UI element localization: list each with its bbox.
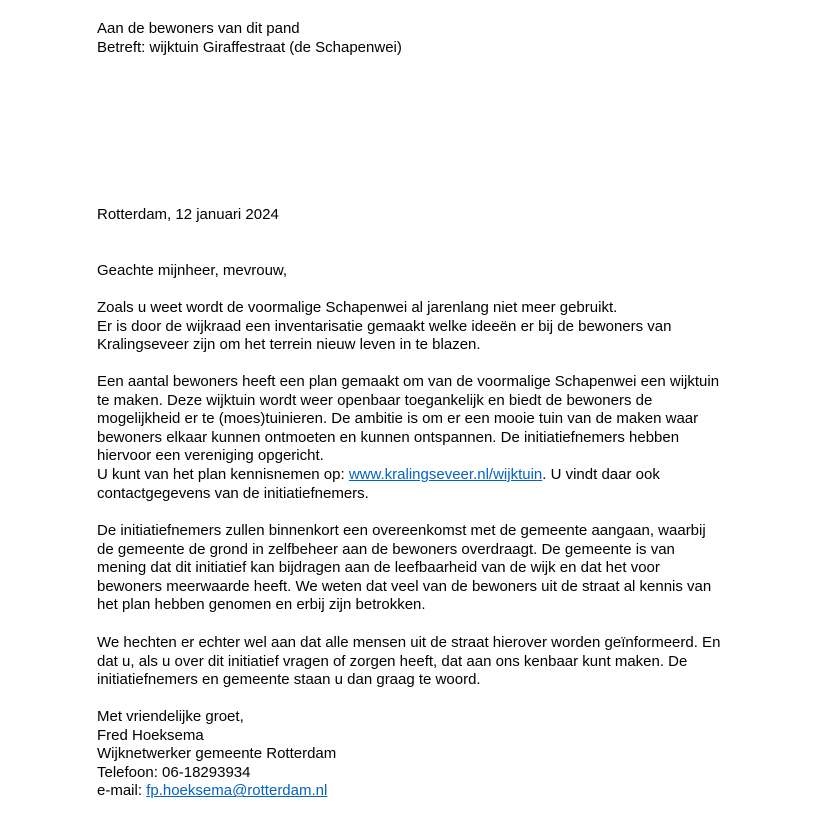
paragraph-line: de gemeente de grond in zelfbeheer aan de bewoners overdraagt. De gemeente is van <box>97 540 675 558</box>
paragraph-4 <box>97 634 797 690</box>
link-line-after: . U vindt daar ook <box>542 465 660 483</box>
signer-phone: Telefoon: 06-18293934 <box>97 763 251 781</box>
paragraph-line: bewoners meerwaarde heeft. We weten dat veel van de bewoners uit de straat al kennis van <box>97 577 712 595</box>
date-line <box>97 206 797 225</box>
link-line-before: U kunt van het plan kennisnemen op: <box>97 465 349 483</box>
salutation <box>97 262 797 281</box>
paragraph-link-line <box>97 466 797 485</box>
address-block <box>97 20 797 57</box>
paragraph-line: dat u, als u over dit initiatief vragen of zorgen heeft, dat aan ons kenbaar kunt maken. De <box>97 652 688 670</box>
letter-date: Rotterdam, 12 januari 2024 <box>97 206 279 223</box>
wijktuin-link[interactable]: www.kralingseveer.nl/wijktuin <box>348 465 543 483</box>
paragraph-line: Er is door de wijkraad een inventarisatie gemaakt welke ideeën er bij de bewoners van <box>97 317 672 335</box>
paragraph-line: te maken. Deze wijktuin wordt weer openbaar toegankelijk en biedt de bewoners de <box>97 391 653 409</box>
address-line: Aan de bewoners van dit pand <box>97 20 300 37</box>
paragraph-line: hiervoor een vereniging opgericht. <box>97 447 324 465</box>
paragraph-line: mogelijkheid er te (moes)tuinieren. De ambitie is om er een mooie tuin van de maken waar <box>97 410 699 428</box>
paragraph-line: initiatiefnemers en gemeente staan u dan graag te woord. <box>97 671 481 689</box>
signer-email-line <box>97 782 797 801</box>
signer-role: Wijknetwerker gemeente Rotterdam <box>97 745 337 763</box>
salutation-text: Geachte mijnheer, mevrouw, <box>97 262 288 279</box>
paragraph-line: De initiatiefnemers zullen binnenkort een overeenkomst met de gemeente aangaan, waarbij <box>97 522 706 539</box>
paragraph-line: bewoners elkaar kunnen ontmoeten en kunnen ontspannen. De initiatiefnemers hebben <box>97 428 680 446</box>
subject-line: Betreft: wijktuin Giraffestraat (de Schapenwei) <box>97 38 402 56</box>
paragraph-line: Een aantal bewoners heeft een plan gemaakt om van de voormalige Schapenwei een wijktuin <box>97 373 720 390</box>
paragraph-line: mening dat dit initiatief kan bijdragen aan de leefbaarheid van de wijk en dat het voor <box>97 559 660 577</box>
signer-name: Fred Hoeksema <box>97 726 204 744</box>
paragraph-line: Kralingseveer zijn om het terrein nieuw leven in te blazen. <box>97 336 481 354</box>
paragraph-line: We hechten er echter wel aan dat alle mensen uit de straat hierover worden geïnformeerd. En <box>97 634 721 651</box>
paragraph-line: het plan hebben genomen en erbij zijn betrokken. <box>97 596 426 614</box>
closing-greeting: Met vriendelijke groet, <box>97 708 244 725</box>
paragraph-2 <box>97 373 797 503</box>
paragraph-line: contactgegevens van de initiatiefnemers. <box>97 484 369 502</box>
email-label: e-mail: <box>97 782 147 800</box>
closing-block <box>97 708 797 801</box>
email-link[interactable]: fp.hoeksema@rotterdam.nl <box>146 782 328 800</box>
paragraph-1 <box>97 299 797 355</box>
paragraph-line: Zoals u weet wordt de voormalige Schapenwei al jarenlang niet meer gebruikt. <box>97 299 618 316</box>
paragraph-3 <box>97 522 797 615</box>
